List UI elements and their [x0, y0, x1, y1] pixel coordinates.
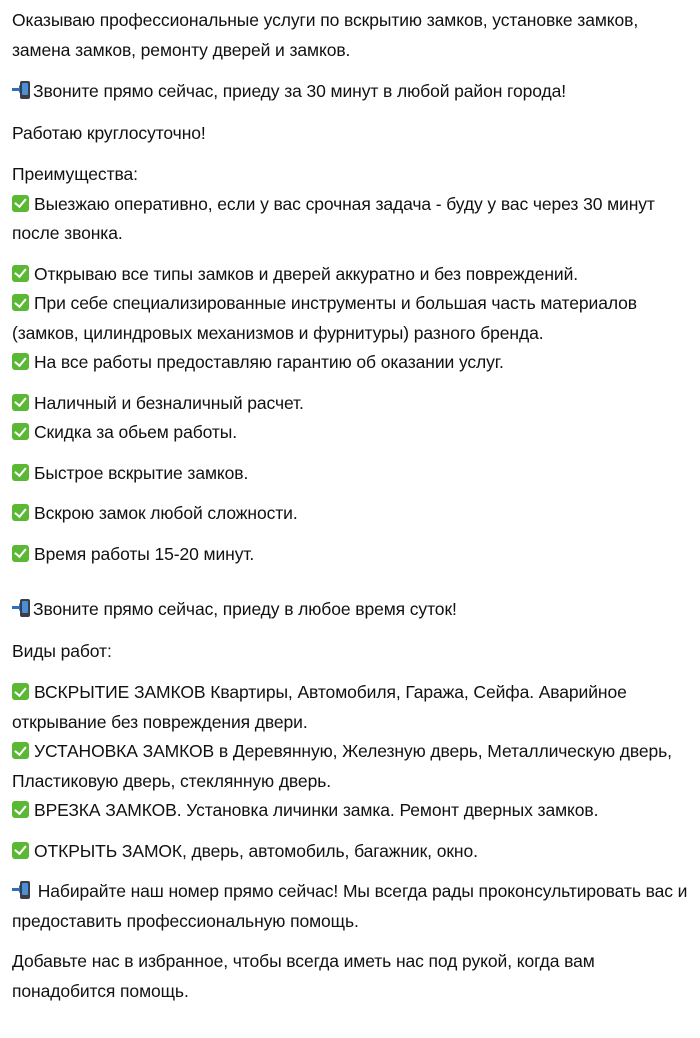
- call-anytime-line: [12, 595, 688, 625]
- call-anytime-text: Звоните прямо сейчас, приеду в любое время суток!: [33, 599, 457, 619]
- check-mark-button-icon: [12, 801, 29, 818]
- list-item: ВРЕЗКА ЗАМКОВ. Установка личинки замка. Ремонт дверных замков.: [12, 796, 688, 826]
- work-types-title: Виды работ:: [12, 640, 112, 661]
- list-item: УСТАНОВКА ЗАМКОВ в Деревянную, Железную дверь, Металлическую дверь, Пластиковую дверь, стеклянную дверь.: [12, 741, 672, 791]
- check-mark-button-icon: [12, 265, 29, 282]
- check-mark-button-icon: [12, 353, 29, 370]
- dial-now-line: [12, 877, 688, 936]
- check-mark-button-icon: [12, 504, 29, 521]
- list-item: Выезжаю оперативно, если у вас срочная задача - буду у вас через 30 минут после звонка.: [12, 193, 655, 243]
- check-mark-button-icon: [12, 545, 29, 562]
- list-item: Открываю все типы замков и дверей аккуратно и без повреждений.: [12, 260, 688, 290]
- check-mark-button-icon: [12, 195, 29, 212]
- bookmark-text: Добавьте нас в избранное, чтобы всегда иметь нас под рукой, когда вам понадобится помощь.: [12, 951, 595, 1001]
- list-item: Вскрою замок любой сложности.: [12, 499, 688, 529]
- check-mark-button-icon: [12, 394, 29, 411]
- list-item: При себе специализированные инструменты и большая часть материалов (замков, цилиндровых механизмов и фурнитуры) разного бренда.: [12, 293, 637, 343]
- check-mark-button-icon: [12, 423, 29, 440]
- check-mark-button-icon: [12, 464, 29, 481]
- check-mark-button-icon: [12, 742, 29, 759]
- dial-now-text: Набирайте наш номер прямо сейчас! Мы всегда рады проконсультировать вас и предоставить профессиональную помощь.: [12, 881, 688, 931]
- list-item: ОТКРЫТЬ ЗАМОК, дверь, автомобиль, багажник, окно.: [12, 837, 688, 867]
- list-item: Скидка за обьем работы.: [12, 418, 688, 448]
- listing-description: [12, 6, 688, 1006]
- call-30min-text: Звоните прямо сейчас, приеду за 30 минут в любой район города!: [33, 81, 566, 101]
- list-item: Быстрое вскрытие замков.: [12, 459, 688, 489]
- list-item: ВСКРЫТИЕ ЗАМКОВ Квартиры, Автомобиля, Гаража, Сейфа. Аварийное открывание без повреждения двери.: [12, 682, 627, 732]
- round-the-clock-text: Работаю круглосуточно!: [12, 122, 206, 143]
- mobile-phone-with-arrow-icon: [12, 599, 32, 618]
- check-mark-button-icon: [12, 842, 29, 859]
- list-item: Время работы 15-20 минут.: [12, 540, 688, 570]
- mobile-phone-with-arrow-icon: [12, 81, 32, 100]
- intro-text: Оказываю профессиональные услуги по вскрытию замков, установке замков, замена замков, ремонту дверей и замков.: [12, 10, 639, 60]
- list-item: На все работы предоставляю гарантию об оказании услуг.: [12, 348, 688, 378]
- list-item: Наличный и безналичный расчет.: [12, 389, 688, 419]
- check-mark-button-icon: [12, 294, 29, 311]
- call-30min-line: [12, 77, 688, 107]
- check-mark-button-icon: [12, 683, 29, 700]
- mobile-phone-with-arrow-icon: [12, 881, 32, 900]
- advantages-title: Преимущества:: [12, 164, 138, 184]
